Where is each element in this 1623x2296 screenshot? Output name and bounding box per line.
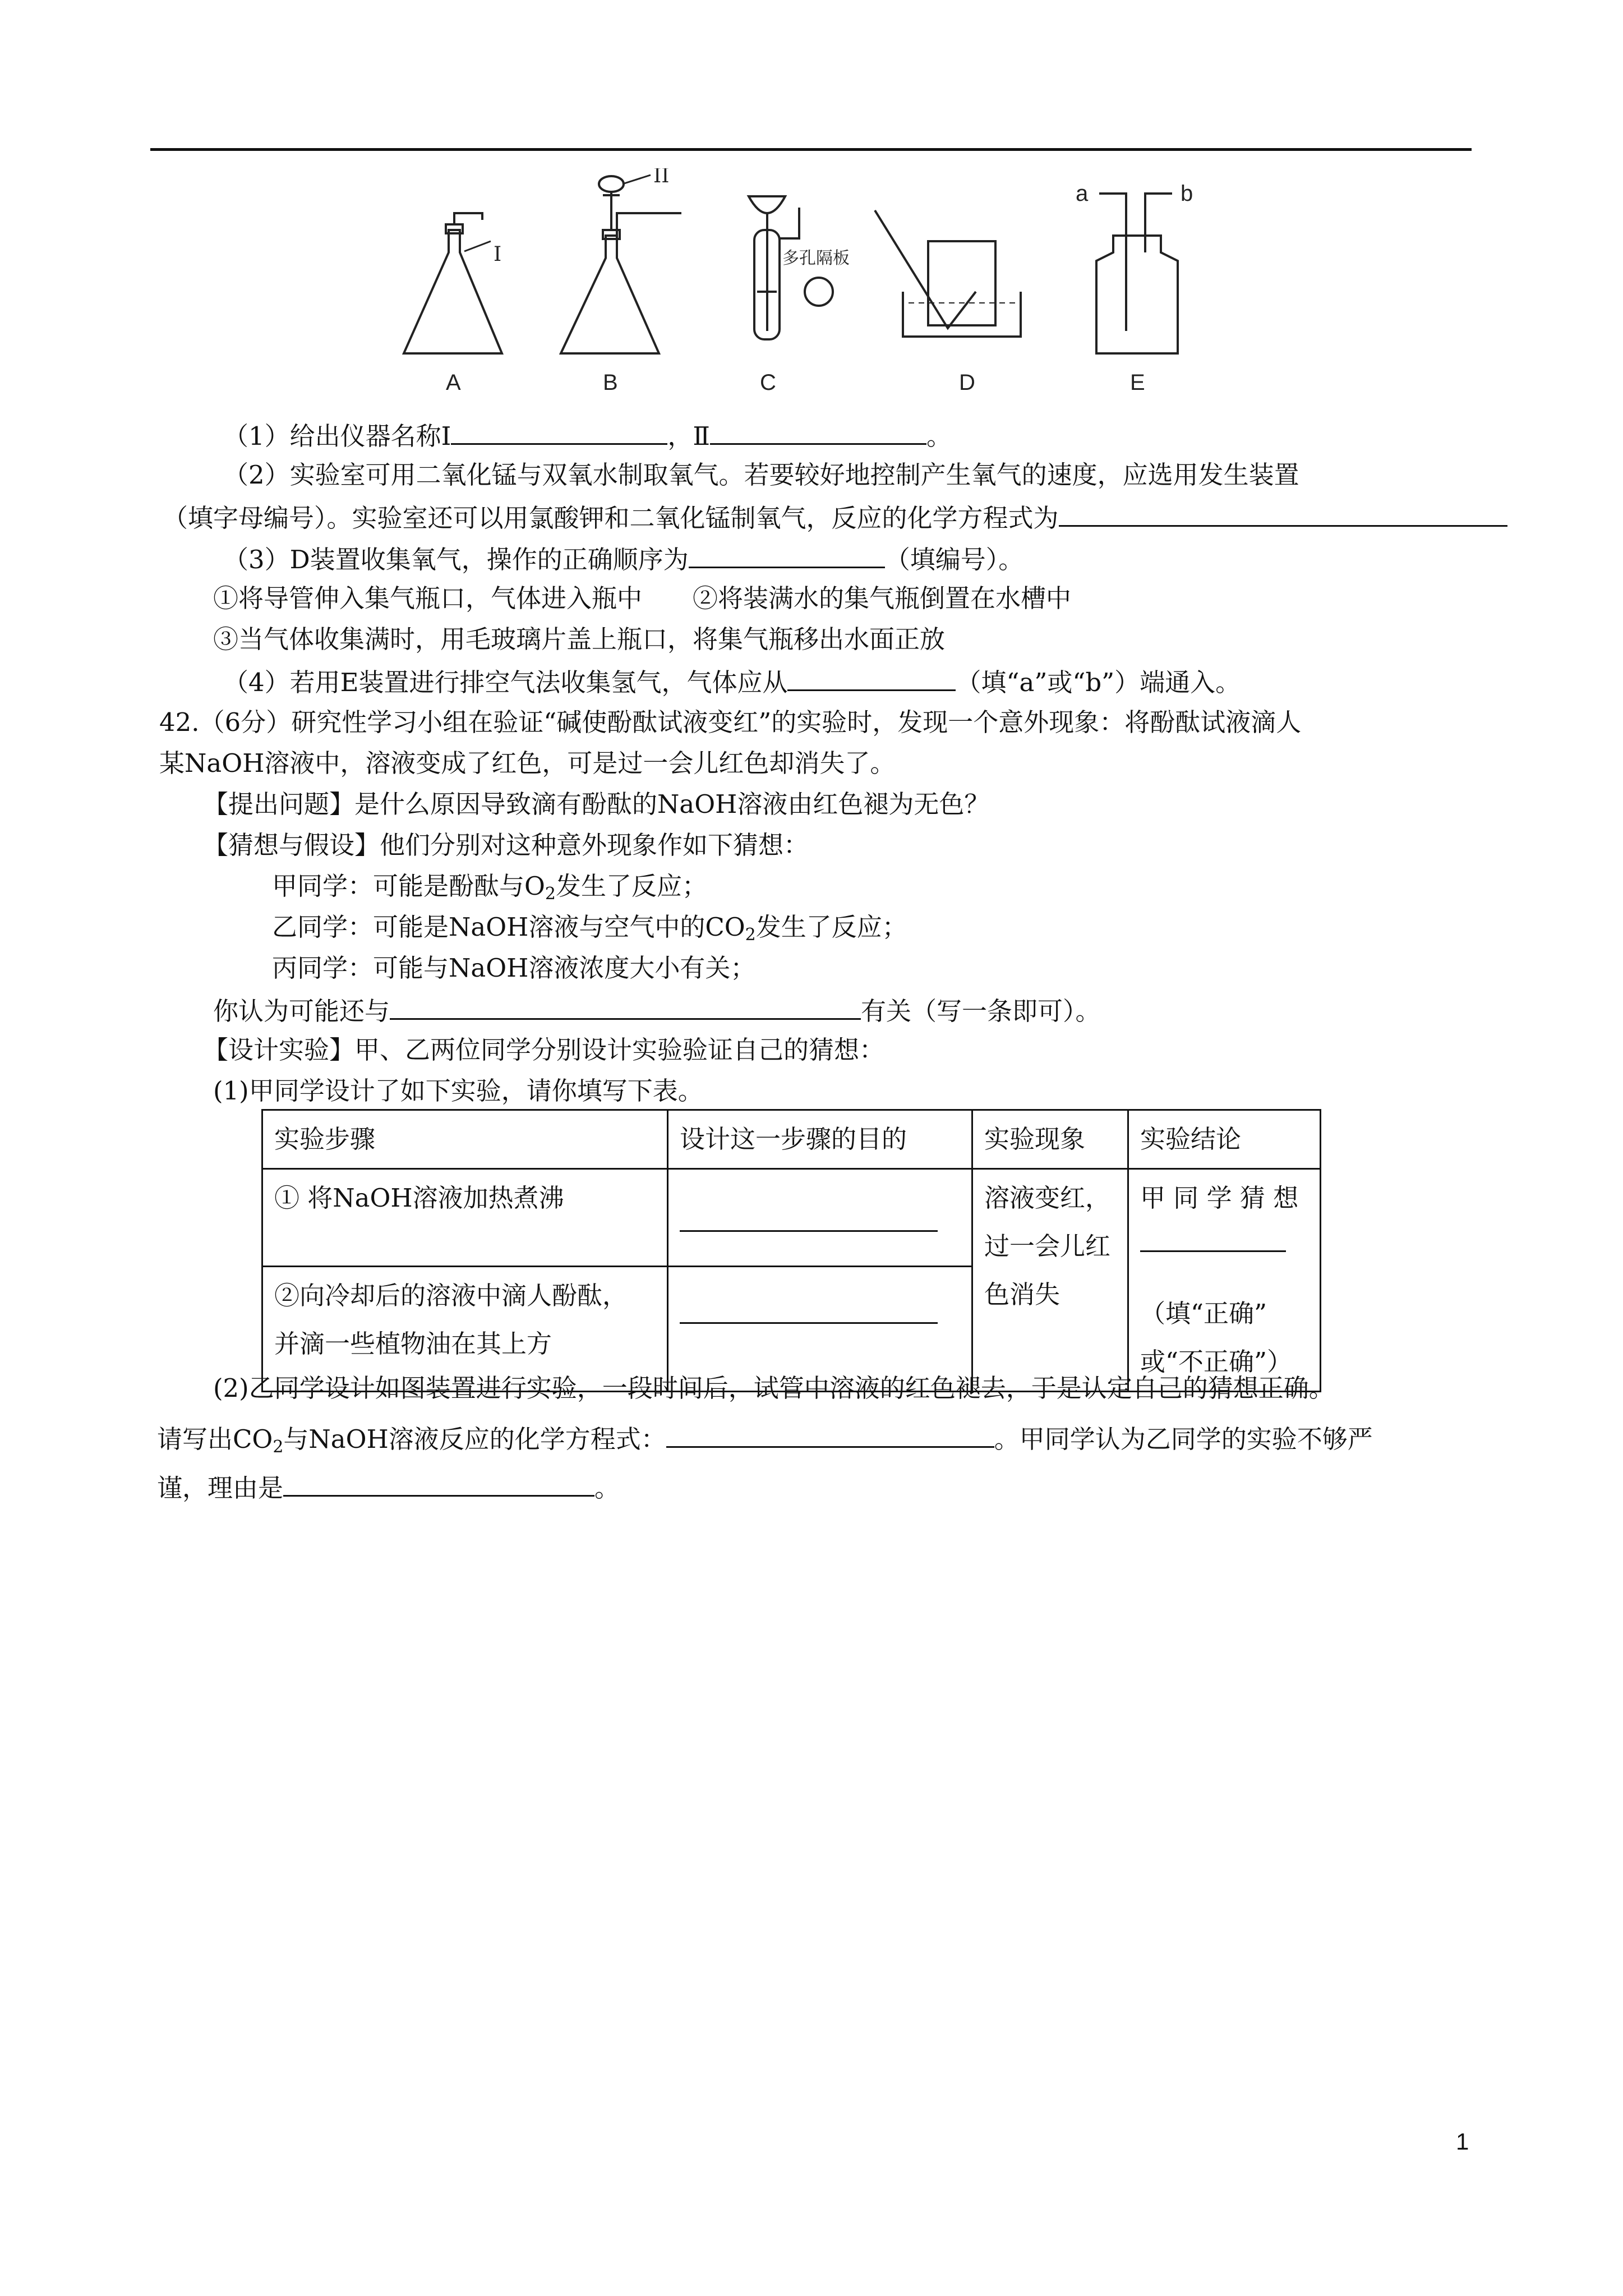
q42-part1: (1)甲同学设计了如下实验，请你填写下表。 <box>213 1076 703 1106</box>
label-e: E <box>1130 370 1145 395</box>
apparatus-a-flask <box>404 213 502 353</box>
answer-blank-order[interactable] <box>689 540 885 568</box>
experiment-table <box>261 1109 1321 1392</box>
answer-blank-equation[interactable] <box>1059 498 1507 527</box>
table-header-row <box>262 1110 1321 1169</box>
header-steps: 实验步骤 <box>262 1110 668 1169</box>
apparatus-b-flask <box>561 175 681 353</box>
q42-question: 【提出问题】是什么原因导致滴有酚酞的NaOH溶液由红色褪为无色？ <box>203 789 990 819</box>
q42-yi: 乙同学：可能是NaOH溶液与空气中的$CO_2$发生了反应； <box>272 912 907 945</box>
q42-jia: 甲同学：可能是酚酞与$O_2$发生了反应； <box>272 871 708 904</box>
apparatus-d-trough <box>875 210 1021 337</box>
label-port-b: b <box>1181 181 1193 206</box>
step-2-cell: ②向冷却后的溶液中滴人酚酞， 并滴一些植物油在其上方 <box>262 1267 668 1392</box>
header-purpose: 设计这一步骤的目的 <box>668 1110 972 1169</box>
q41-step-1: ①将导管伸入集气瓶口，气体进入瓶中 ②将装满水的集气瓶倒置在水槽中 <box>213 583 1072 613</box>
answer-blank-purpose-1[interactable] <box>680 1230 938 1232</box>
apparatus-figure <box>387 168 1228 398</box>
label-instrument-ii: II <box>653 168 670 187</box>
q42-part2-line2: 请写出$CO_2$与NaOH溶液反应的化学方程式： 。甲同学认为乙同学的实验不够严 <box>157 1419 1373 1465</box>
answer-blank-reason[interactable] <box>283 1468 594 1497</box>
label-b: B <box>603 370 618 395</box>
q42-part2-line3: 谨，理由是 。 <box>157 1468 620 1506</box>
apparatus-e-bottle <box>1096 194 1178 353</box>
label-porous-plate: 多孔隔板 <box>782 249 850 268</box>
answer-blank-instrument-i[interactable] <box>451 416 667 445</box>
q41-part2-line1: （2）实验室可用二氧化锰与双氧水制取氧气。若要较好地控制产生氧气的速度，应选用发生装置 <box>223 460 1299 490</box>
answer-blank-other-cause[interactable] <box>390 991 861 1020</box>
phenomenon-cell: 溶液变红， 过一会儿红 色消失 <box>972 1169 1128 1392</box>
label-instrument-i: I <box>494 243 502 266</box>
q42-hypothesis: 【猜想与假设】他们分别对这种意外现象作如下猜想： <box>203 830 809 860</box>
label-c: C <box>760 370 776 395</box>
step-1-cell: ① 将NaOH溶液加热煮沸 <box>262 1169 668 1267</box>
header-rule <box>150 148 1472 151</box>
label-d: D <box>959 370 975 395</box>
q42-intro-line2: 某NaOH溶液中，溶液变成了红色，可是过一会儿红色却消失了。 <box>159 748 896 778</box>
label-a: A <box>446 370 461 395</box>
header-phenomenon: 实验现象 <box>972 1110 1128 1169</box>
answer-blank-conclusion[interactable] <box>1140 1250 1286 1252</box>
q41-part4: （4）若用E装置进行排空气法收集氢气，气体应从 （填“a”或“b”）端通入。 <box>223 662 1241 701</box>
q42-design: 【设计实验】甲、乙两位同学分别设计实验验证自己的猜想： <box>203 1035 885 1065</box>
answer-blank-co2-equation[interactable] <box>666 1419 994 1448</box>
purpose-1-cell[interactable] <box>668 1169 972 1267</box>
table-row <box>262 1169 1321 1267</box>
q42-bing: 丙同学：可能与NaOH溶液浓度大小有关； <box>272 953 756 983</box>
q42-part2-line1: (2)乙同学设计如图装置进行实验，一段时间后，试管中溶液的红色褪去，于是认定自己的猜想正确。 <box>213 1373 1334 1403</box>
page-number: 1 <box>1456 2128 1469 2155</box>
conclusion-cell: 甲 同 学 猜 想 （填“正确” 或“不正确”） <box>1128 1169 1321 1392</box>
q41-step-3: ③当气体收集满时，用毛玻璃片盖上瓶口，将集气瓶移出水面正放 <box>213 624 946 654</box>
q42-intro-line1: 42.（6分）研究性学习小组在验证“碱使酚酞试液变红”的实验时，发现一个意外现象：将酚酞试液滴人 <box>159 707 1302 737</box>
q42-you: 你认为可能还与 有关（写一条即可）。 <box>213 991 1101 1029</box>
q41-part2-line2: （填字母编号）。实验室还可以用氯酸钾和二氧化锰制氧气，反应的化学方程式为 <box>163 498 1507 536</box>
q41-part1: （1）给出仪器名称Ⅰ ，Ⅱ 。 <box>223 416 952 454</box>
answer-blank-port[interactable] <box>787 662 956 691</box>
header-conclusion: 实验结论 <box>1128 1110 1321 1169</box>
answer-blank-purpose-2[interactable] <box>680 1322 938 1324</box>
answer-blank-instrument-ii[interactable] <box>710 416 926 445</box>
label-port-a: a <box>1076 181 1089 206</box>
q41-part3: （3）D装置收集氧气，操作的正确顺序为 （填编号）。 <box>223 540 1023 578</box>
